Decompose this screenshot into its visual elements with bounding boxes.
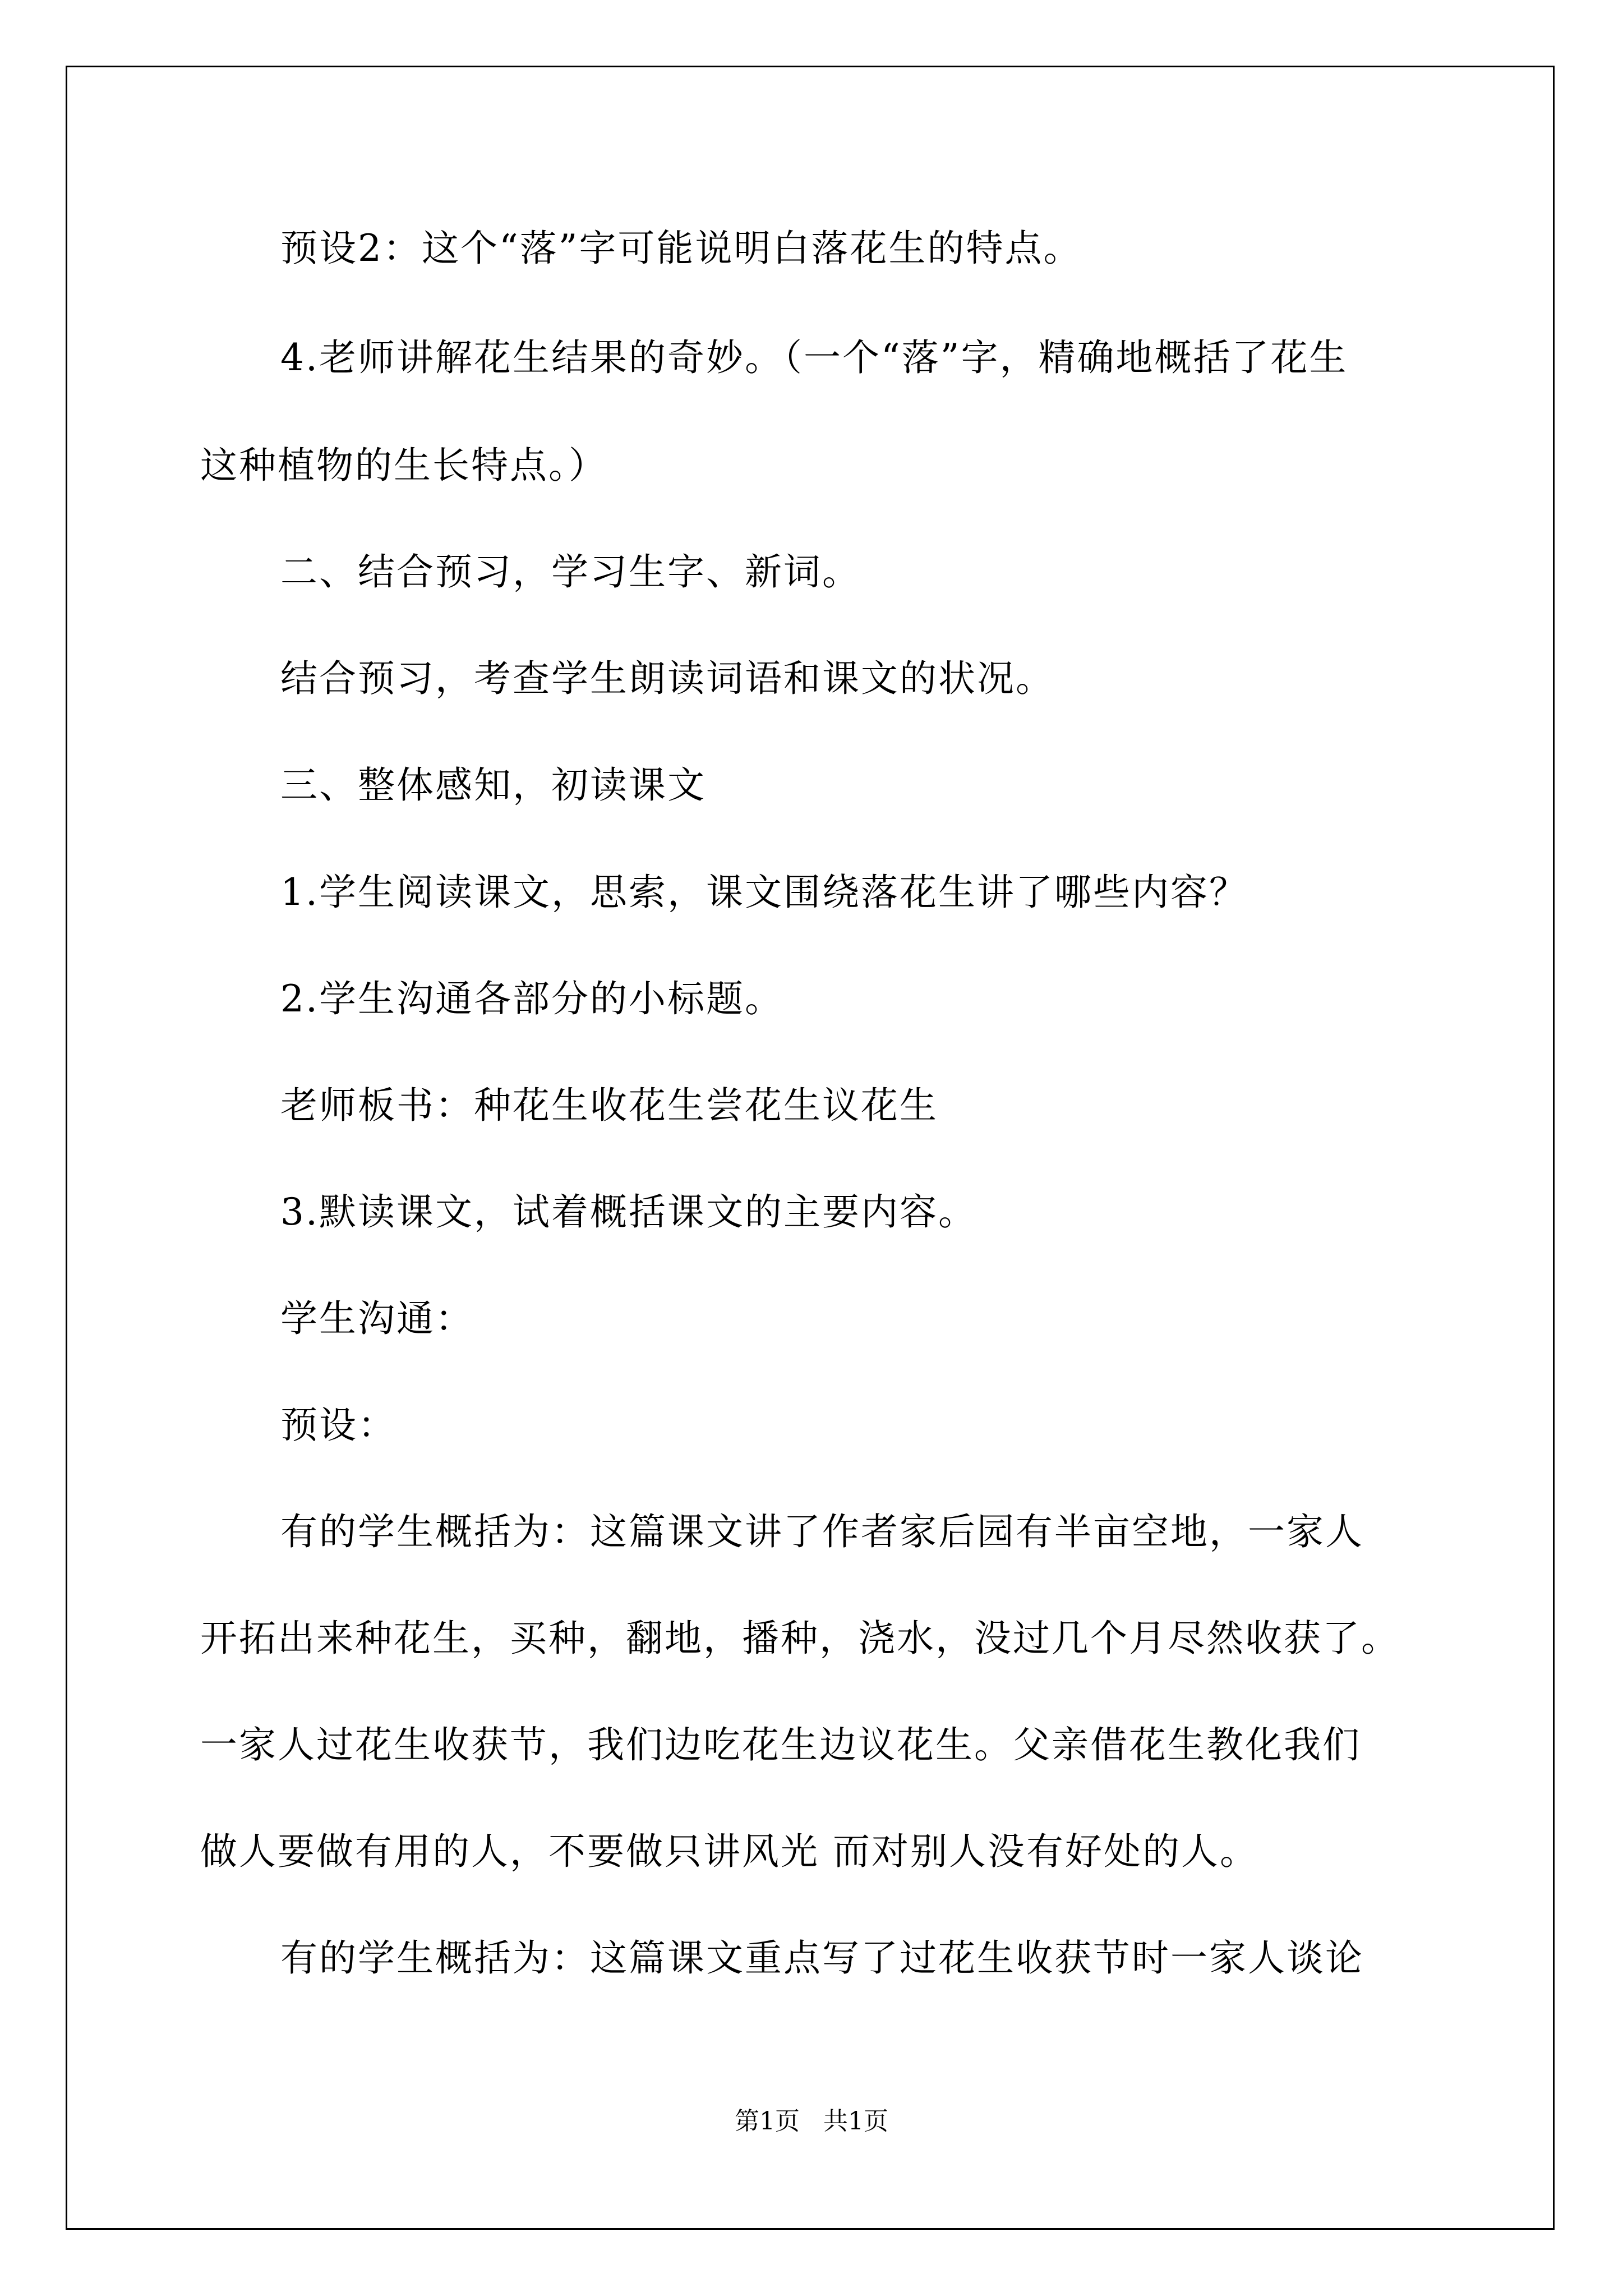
section-heading: 三、整体感知，初读课文 [280,763,706,807]
paragraph-line: 2.学生沟通各部分的小标题。 [280,977,783,1020]
paragraph-line: 开拓出来种花生，买种，翻地，播种，浇水，没过几个月尽然收获了。 [200,1617,1400,1660]
paragraph-line: 预设2：这个“落”字可能说明白落花生的特点。 [280,227,1082,270]
paragraph-line: 老师板书：种花生收花生尝花生议花生 [280,1084,938,1127]
paragraph-line: 有的学生概括为：这篇课文讲了作者家后园有半亩空地，一家人 [280,1510,1364,1553]
paragraph-line: 4.老师讲解花生结果的奇妙。（一个“落”字，精确地概括了花生 [280,336,1348,379]
page-border [66,66,1555,2230]
section-heading: 二、结合预习，学习生字、新词。 [280,550,861,593]
page-number-footer: 第1页 共1页 [735,2107,888,2136]
paragraph-line: 做人要做有用的人，不要做只讲风光 而对别人没有好处的人。 [200,1830,1258,1873]
paragraph-line: 1.学生阅读课文，思索，课文围绕落花生讲了哪些内容？ [280,871,1248,914]
paragraph-line: 结合预习，考查学生朗读词语和课文的状况。 [280,657,1054,700]
paragraph-line: 预设： [280,1404,396,1447]
paragraph-line: 3.默读课文，试着概括课文的主要内容。 [280,1190,977,1234]
paragraph-line: 学生沟通： [280,1297,474,1340]
paragraph-line: 有的学生概括为：这篇课文重点写了过花生收获节时一家人谈论 [280,1936,1364,1980]
paragraph-line: 一家人过花生收获节，我们边吃花生边议花生。父亲借花生教化我们 [200,1723,1361,1766]
paragraph-line: 这种植物的生长特点。） [200,444,607,487]
